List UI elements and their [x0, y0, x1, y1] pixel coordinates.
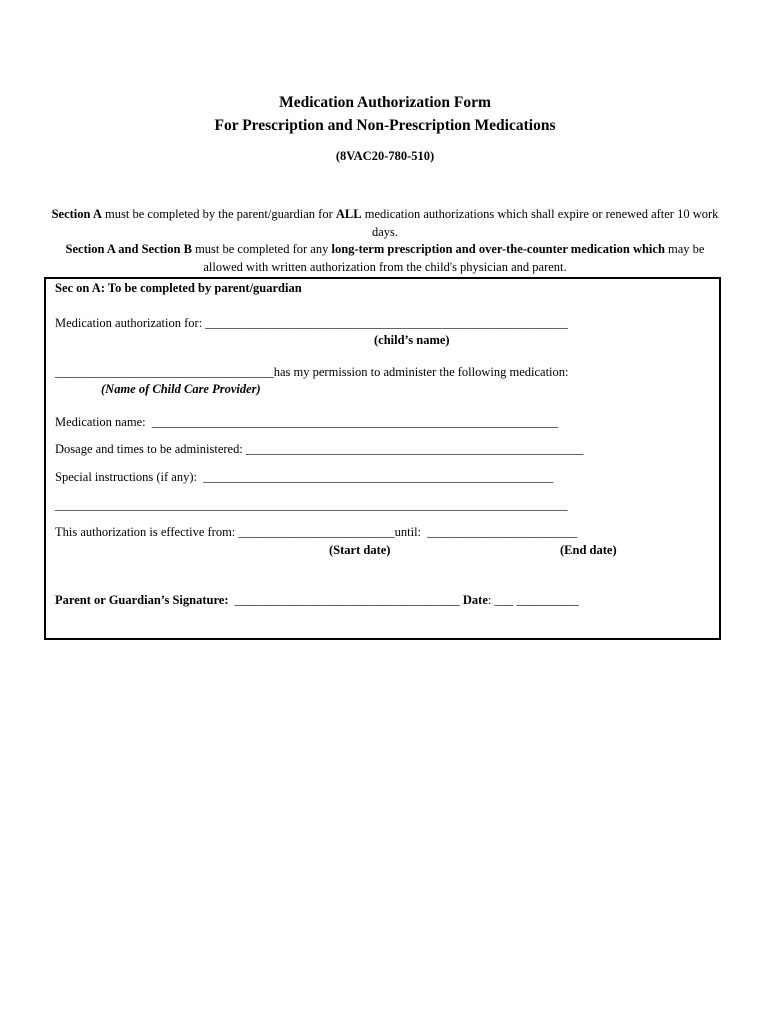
intro-text: medication authorizations which shall expire or renewed after 10 work days.	[361, 207, 719, 239]
signature-field[interactable]: ____________________________________	[228, 593, 460, 607]
intro-paragraph-1	[45, 206, 725, 241]
intro-paragraph-2	[45, 241, 725, 276]
intro-text: must be completed for any	[191, 242, 332, 256]
effective-dates-field[interactable]: This authorization is effective from: _________________________until: ________________________	[55, 525, 578, 539]
medication-name-field[interactable]: Medication name: _________________________________________________________________	[55, 415, 559, 429]
start-date-label: (Start date)	[329, 543, 391, 557]
long-term-emphasis: long-term prescription and over-the-counter medication which	[331, 242, 665, 256]
sections-ref: Section A and Section B	[65, 242, 192, 256]
date-label: Date	[459, 593, 488, 607]
signature-row	[55, 593, 579, 608]
provider-label: (Name of Child Care Provider)	[101, 382, 261, 396]
provider-field[interactable]: ___________________________________has my permission to administer the following medication:	[55, 365, 569, 379]
regulation-code: (8VAC20-780-510)	[335, 149, 435, 163]
intro-text: may be allowed with written authorization from the child's physician and parent.	[203, 242, 705, 274]
section-a-box	[44, 277, 721, 640]
date-field[interactable]: : ___ __________	[487, 593, 579, 607]
authorization-for-field[interactable]: Medication authorization for: __________________________________________________________	[55, 316, 568, 330]
section-a-heading: Sec on A: To be completed by parent/guardian	[55, 281, 302, 295]
special-instructions-field[interactable]: Special instructions (if any): ________________________________________________________	[55, 470, 554, 484]
dosage-field[interactable]: Dosage and times to be administered: ______________________________________________________	[55, 442, 584, 456]
section-a-ref: Section A	[51, 207, 102, 221]
intro-text: must be completed by the parent/guardian for	[101, 207, 336, 221]
all-emphasis: ALL	[335, 207, 362, 221]
form-title: Medication Authorization Form	[279, 94, 491, 111]
end-date-label: (End date)	[560, 543, 617, 557]
extra-instructions-line[interactable]: __________________________________________________________________________________	[55, 498, 568, 512]
child-name-label: (child’s name)	[374, 333, 450, 347]
signature-label: Parent or Guardian’s Signature:	[55, 593, 229, 607]
form-subtitle: For Prescription and Non-Prescription Medications	[214, 117, 556, 134]
